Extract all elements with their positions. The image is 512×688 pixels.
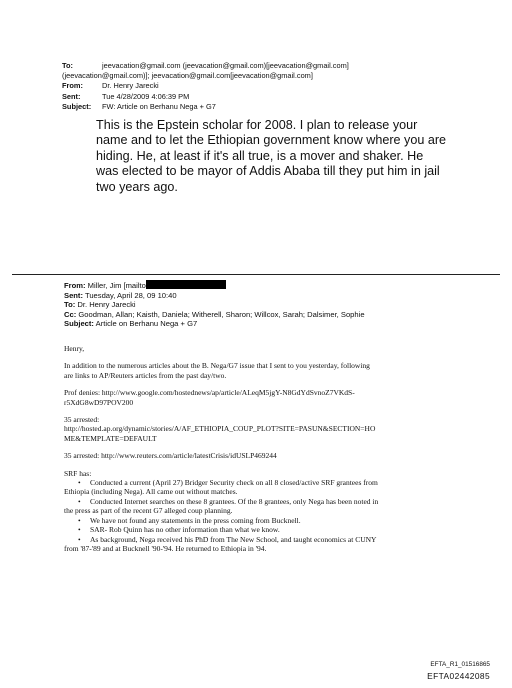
subject-value: Article on Berhanu Nega + G7 (95, 319, 198, 329)
list-item-text: the press as part of the recent G7 alleged coup planning. (64, 506, 233, 516)
prof-denies-link[interactable] (64, 388, 486, 407)
to-value: jeevacation@gmail.com (jeevacation@gmail.com)[jeevacation@gmail.com] (102, 61, 349, 70)
divider-line (12, 274, 500, 275)
list-item (64, 478, 486, 497)
subject-value: FW: Article on Berhanu Nega + G7 (102, 101, 216, 111)
list-item-text: SAR- Rob Quinn has no other information than what we know. (90, 525, 280, 535)
arrested-ap-link[interactable] (64, 415, 486, 443)
document-reference-r1: EFTA_R1_01516865 (430, 661, 490, 668)
bullet-icon: • (78, 525, 81, 535)
message-line: two years ago. (96, 179, 178, 194)
email-header-forward (62, 61, 492, 112)
arrested-reuters-link[interactable]: 35 arrested: http://www.reuters.com/article/latestCrisis/idUSLP469244 (64, 451, 277, 461)
sent-value: Tuesday, April 28, 09 10:40 (84, 290, 177, 300)
to-row-continued (62, 71, 492, 81)
message-line: name and to let the Ethiopian government know where you are (96, 133, 447, 148)
cc-label: Cc: (64, 309, 77, 319)
list-item (64, 497, 486, 516)
list-item-text: As background, Nega received his PhD from The New School, and taught economics at CUNY (90, 534, 377, 544)
link-line[interactable]: Prof denies: http://www.google.com/hostednews/ap/article/ALeqM5jgY-N8GdYdSvnoZ7VKdS- (64, 388, 355, 398)
intro-paragraph (64, 361, 486, 380)
email-header-original (64, 280, 484, 329)
subject-row (64, 319, 484, 329)
srf-heading: SRF has: (64, 468, 92, 478)
link-line[interactable]: http://hosted.ap.org/dynamic/stories/A/AF_ETHIOPIA_COUP_PLOT?SITE=PASUN&SECTION=HO (64, 424, 376, 434)
srf-bullet-list (64, 478, 486, 553)
list-item (64, 516, 486, 525)
list-item (64, 525, 486, 534)
sent-label: Sent: (62, 91, 81, 101)
list-item-text: We have not found any statements in the press coming from Bucknell. (90, 515, 301, 525)
cc-value: Goodman, Allan; Kaisth, Daniela; Witherell, Sharon; Willcox, Sarah; Dalsimer, Sophie (78, 309, 365, 319)
cc-row (64, 310, 484, 320)
sent-row (62, 92, 492, 102)
document-reference: EFTA02442085 (427, 671, 490, 681)
subject-row (62, 102, 492, 112)
link-label: 35 arrested: (64, 415, 100, 425)
bullet-icon: • (78, 496, 81, 506)
message-line: hiding. He, at least if it's all true, is a mover and shaker. He (96, 148, 424, 163)
forward-message (96, 118, 496, 195)
list-item-text: Ethiopia (including Nega). All came out without matches. (64, 487, 238, 497)
to-row (62, 61, 492, 71)
list-item-text: from '87-'89 and at Bucknell '90-'94. He returned to Ethiopia in '94. (64, 543, 267, 553)
greeting: Henry, (64, 344, 85, 353)
link-line[interactable]: r5XdG8wD97POV200 (64, 397, 134, 407)
email-body (64, 344, 486, 553)
to-label: To: (64, 300, 76, 310)
to-row (64, 300, 484, 310)
to-label: To: (62, 61, 73, 70)
message-line: was elected to be mayor of Addis Ababa till they put him in jail (96, 164, 440, 179)
from-label: From: (62, 81, 83, 91)
list-item-text: Conducted Internet searches on these 8 grantees. Of the 8 grantees, only Nega has been noted in (90, 496, 379, 506)
paragraph-line: are links to AP/Reuters articles from the past day/two. (64, 370, 227, 380)
to-value: Dr. Henry Jarecki (77, 300, 136, 310)
bullet-icon: • (78, 515, 81, 525)
sent-row (64, 291, 484, 301)
link-line[interactable]: ME&TEMPLATE=DEFAULT (64, 433, 157, 443)
from-value: Miller, Jim [mailto (87, 281, 146, 290)
list-item (64, 535, 486, 554)
subject-label: Subject: (62, 101, 92, 111)
bullet-icon: • (78, 534, 81, 544)
subject-label: Subject: (64, 319, 94, 329)
from-value: Dr. Henry Jarecki (102, 81, 159, 91)
sent-label: Sent: (64, 290, 83, 300)
from-row (64, 280, 484, 291)
from-label: From: (64, 281, 86, 290)
bullet-icon: • (78, 478, 81, 488)
sent-value: Tue 4/28/2009 4:06:39 PM (102, 91, 190, 101)
message-line: This is the Epstein scholar for 2008. I plan to release your (96, 118, 418, 132)
redaction-block (146, 280, 226, 289)
to-value-continued: (jeevacation@gmail.com)]; jeevacation@gmail.com[jeevacation@gmail.com] (62, 71, 313, 81)
paragraph-line: In addition to the numerous articles about the B. Nega/G7 issue that I sent to you yesterday, following (64, 361, 370, 371)
from-row (62, 81, 492, 91)
list-item-text: Conducted a current (April 27) Bridger Security check on all 8 closed/active SRF grantees from (90, 478, 378, 488)
